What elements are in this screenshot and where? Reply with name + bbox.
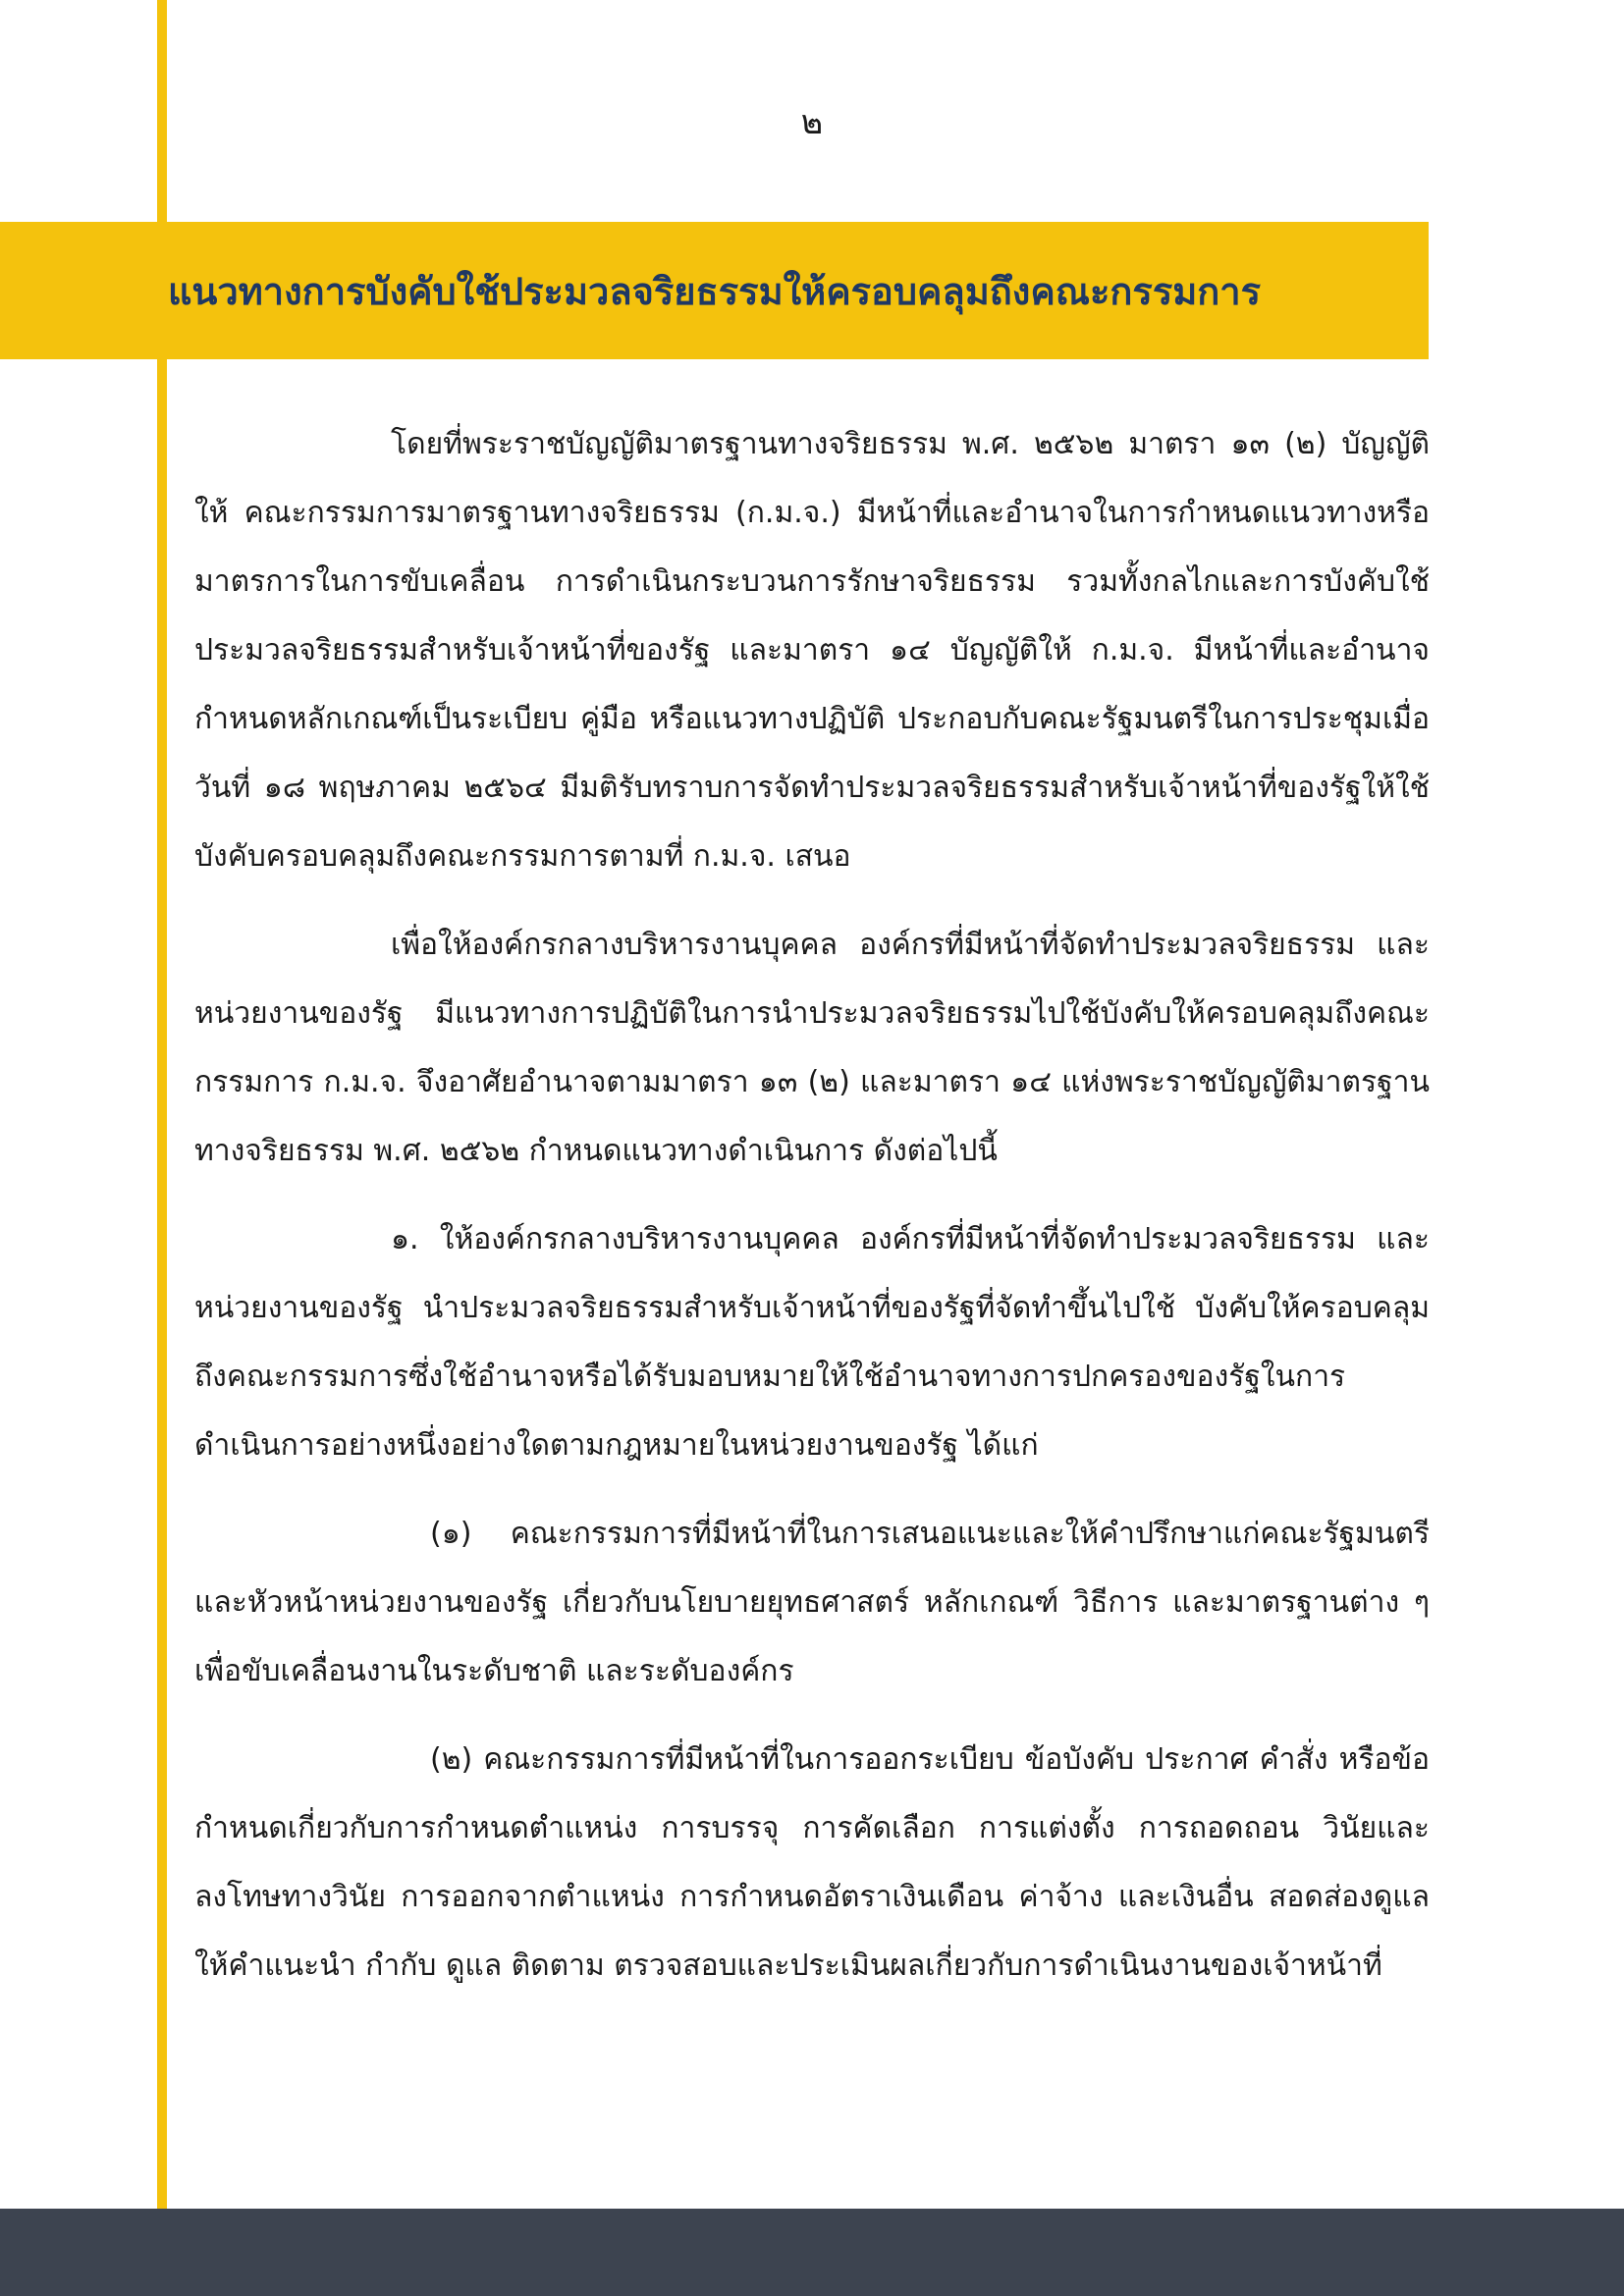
paragraph-item-1: (๑) คณะกรรมการที่มีหน้าที่ในการเสนอแนะและให้คำปรึกษาแก่คณะรัฐมนตรี และหัวหน้าหน่วยงานของรัฐ เกี่ยวกับนโยบายยุทธศาสตร์ หลักเกณฑ์ วิธีการ และมาตรฐานต่าง ๆ เพื่อขับเคลื่อนงานในระดับชาติ และระดับองค์กร: [194, 1517, 1430, 1688]
paragraph-clause-1: ๑. ให้องค์กรกลางบริหารงานบุคคล องค์กรที่มีหน้าที่จัดทำประมวลจริยธรรม และหน่วยงานของรัฐ นำประมวลจริยธรรมสำหรับเจ้าหน้าที่ของรัฐที่จัดทำขึ้นไปใช้ บังคับให้ครอบคลุมถึงคณะกรรมการซึ่งใช้อำนาจหรือได้รับมอบหมายให้ใช้อำนาจทางการปกครองของรัฐในการดำเนินการอย่างหนึ่งอย่างใดตามกฎหมายในหน่วยงานของรัฐ ได้แก่: [194, 1222, 1430, 1463]
paragraph-item-2: (๒) คณะกรรมการที่มีหน้าที่ในการออกระเบียบ ข้อบังคับ ประกาศ คำสั่ง หรือข้อกำหนดเกี่ยวกับการกำหนดตำแหน่ง การบรรจุ การคัดเลือก การแต่งตั้ง การถอดถอน วินัยและลงโทษทางวินัย การออกจากตำแหน่ง การกำหนดอัตราเงินเดือน ค่าจ้าง และเงินอื่น สอดส่องดูแลให้คำแนะนำ กำกับ ดูแล ติดตาม ตรวจสอบและประเมินผลเกี่ยวกับการดำเนินงานของเจ้าหน้าที่: [194, 1742, 1430, 1983]
title-banner: [0, 222, 1429, 359]
paragraph-purpose: เพื่อให้องค์กรกลางบริหารงานบุคคล องค์กรที่มีหน้าที่จัดทำประมวลจริยธรรม และหน่วยงานของรัฐ มีแนวทางการปฏิบัติในการนำประมวลจริยธรรมไปใช้บังคับให้ครอบคลุมถึงคณะกรรมการ ก.ม.จ. จึงอาศัยอำนาจตามมาตรา ๑๓ (๒) และมาตรา ๑๔ แห่งพระราชบัญญัติมาตรฐานทางจริยธรรม พ.ศ. ๒๕๖๒ กำหนดแนวทางดำเนินการ ดังต่อไปนี้: [194, 928, 1430, 1168]
page-number: ๒: [800, 103, 824, 142]
paragraph-preamble: โดยที่พระราชบัญญัติมาตรฐานทางจริยธรรม พ.ศ. ๒๕๖๒ มาตรา ๑๓ (๒) บัญญัติให้ คณะกรรมการมาตรฐานทางจริยธรรม (ก.ม.จ.) มีหน้าที่และอำนาจในการกำหนดแนวทางหรือมาตรการในการขับเคลื่อน การดำเนินกระบวนการรักษาจริยธรรม รวมทั้งกลไกและการบังคับใช้ประมวลจริยธรรมสำหรับเจ้าหน้าที่ของรัฐ และมาตรา ๑๔ บัญญัติให้ ก.ม.จ. มีหน้าที่และอำนาจกำหนดหลักเกณฑ์เป็นระเบียบ คู่มือ หรือแนวทางปฏิบัติ ประกอบกับคณะรัฐมนตรีในการประชุมเมื่อวันที่ ๑๘ พฤษภาคม ๒๕๖๔ มีมติรับทราบการจัดทำประมวลจริยธรรมสำหรับเจ้าหน้าที่ของรัฐให้ใช้บังคับครอบคลุมถึงคณะกรรมการตามที่ ก.ม.จ. เสนอ: [194, 427, 1430, 874]
footer-bar: [0, 2209, 1624, 2296]
page-title: แนวทางการบังคับใช้ประมวลจริยธรรมให้ครอบคลุมถึงคณะกรรมการ: [167, 269, 1262, 313]
document-body: [194, 410, 1430, 2020]
